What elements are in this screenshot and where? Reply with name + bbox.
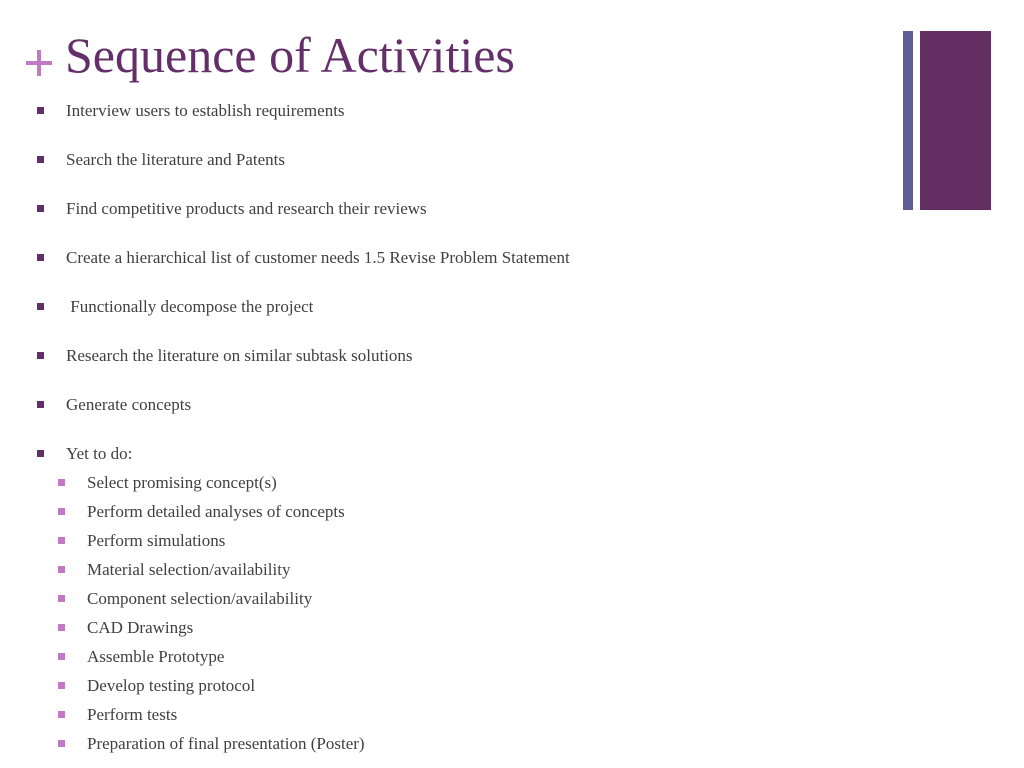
accent-bar-thick bbox=[920, 31, 991, 210]
square-bullet-icon bbox=[37, 254, 44, 261]
square-bullet-icon bbox=[58, 682, 65, 689]
square-bullet-icon bbox=[58, 508, 65, 515]
list-item-text: Research the literature on similar subtask solutions bbox=[66, 346, 413, 365]
square-bullet-icon bbox=[58, 479, 65, 486]
list-item-text: Create a hierarchical list of customer needs 1.5 Revise Problem Statement bbox=[66, 248, 570, 267]
list-item-text: Interview users to establish requirements bbox=[66, 101, 345, 120]
list-item-text: Perform simulations bbox=[87, 531, 226, 550]
square-bullet-icon bbox=[58, 711, 65, 718]
square-bullet-icon bbox=[37, 156, 44, 163]
list-item-text: CAD Drawings bbox=[87, 618, 194, 637]
list-item-text: Perform tests bbox=[87, 705, 178, 724]
list-item-text: Develop testing protocol bbox=[87, 676, 256, 695]
square-bullet-icon bbox=[37, 303, 44, 310]
square-bullet-icon bbox=[58, 537, 65, 544]
list-item-text: Perform detailed analyses of concepts bbox=[87, 502, 345, 521]
list-item-text: Material selection/availability bbox=[87, 560, 291, 579]
square-bullet-icon bbox=[37, 401, 44, 408]
list-item-text: Functionally decompose the project bbox=[66, 297, 314, 316]
square-bullet-icon bbox=[37, 205, 44, 212]
square-bullet-icon bbox=[58, 653, 65, 660]
accent-bar-thin bbox=[903, 31, 913, 210]
square-bullet-icon bbox=[58, 740, 65, 747]
square-bullet-icon bbox=[37, 352, 44, 359]
list-item-text: Yet to do: bbox=[66, 444, 133, 463]
square-bullet-icon bbox=[58, 595, 65, 602]
list-item-text: Select promising concept(s) bbox=[87, 473, 277, 492]
square-bullet-icon bbox=[37, 107, 44, 114]
plus-icon bbox=[26, 50, 52, 76]
list-item-text: Find competitive products and research their reviews bbox=[66, 199, 427, 218]
list-item-text: Component selection/availability bbox=[87, 589, 313, 608]
slide-title: Sequence of Activities bbox=[65, 27, 515, 83]
square-bullet-icon bbox=[37, 450, 44, 457]
list-item-text: Generate concepts bbox=[66, 395, 192, 414]
list-item-text: Assemble Prototype bbox=[87, 647, 225, 666]
square-bullet-icon bbox=[58, 566, 65, 573]
list-item-text: Preparation of final presentation (Poster) bbox=[87, 734, 365, 753]
square-bullet-icon bbox=[58, 624, 65, 631]
list-item-text: Search the literature and Patents bbox=[66, 150, 286, 169]
